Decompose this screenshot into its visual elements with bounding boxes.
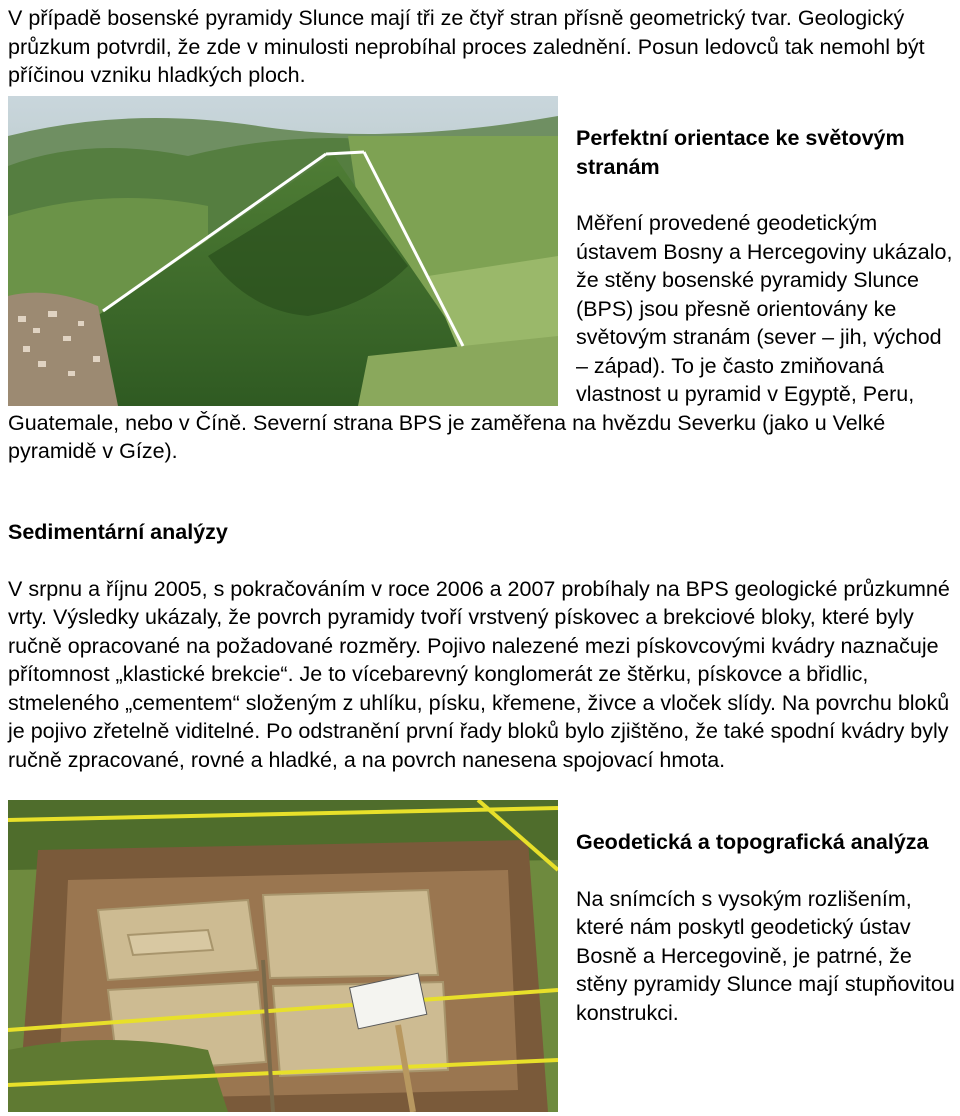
orientation-paragraph: Měření provedené geodetickým ústavem Bosny a Hercegoviny ukázalo, že stěny bosenské pyramidy Slunce (BPS) jsou přesně orientovány ke světovým stranám (sever – jih, východ – západ). To je často zmiňovaná vlastnost u pyramid v Egyptě, Peru, Guatemale, nebo v Číně. Severní strana BPS je zaměřena na hvězdu Severku (jako u Velké pyramidě v Gíze).: [8, 211, 953, 463]
geodetic-heading: Geodetická a topografická analýza: [576, 830, 929, 854]
orientation-section: [8, 96, 956, 466]
geodetic-section: [8, 800, 956, 1112]
document-page: [8, 0, 956, 1116]
orientation-heading: Perfektní orientace ke světovým stranám: [576, 126, 905, 179]
geodetic-paragraph: Na snímcích s vysokým rozlišením, které nám poskytl geodetický ústav Bosně a Hercegovině, je patrné, že stěny pyramidy Slunce mají stupňovitou konstrukci.: [576, 886, 955, 1025]
pyramid-landscape-image: [8, 96, 558, 406]
sediment-section: [8, 518, 956, 774]
sediment-heading: Sedimentární analýzy: [8, 520, 228, 544]
excavation-photo: [8, 800, 558, 1112]
intro-paragraph: V případě bosenské pyramidy Slunce mají tři ze čtyř stran přísně geometrický tvar. Geologický průzkum potvrdil, že zde v minulosti neprobíhal proces zalednění. Posun ledovců tak nemohl být příčinou vzniku hladkých ploch.: [8, 6, 925, 87]
excavation-site-image: [8, 800, 558, 1112]
sediment-paragraph: V srpnu a říjnu 2005, s pokračováním v roce 2006 a 2007 probíhaly na BPS geologické průzkumné vrty. Výsledky ukázaly, že povrch pyramidy tvoří vrstvený pískovec a brekciové bloky, které byly ručně opracované na požadované rozměry. Pojivo nalezené mezi pískovcovými kvádry naznačuje přítomnost „klastické brekcie“. Je to vícebarevný konglomerát ze štěrku, pískovce a břidlic, stmeleného „cementem“ složeným z uhlíku, písku, křemene, živce a vloček slídy. Na povrchu bloků je pojivo zřetelně viditelné. Po odstranění první řady bloků bylo zjištěno, že také spodní kvádry byly ručně zpracované, rovné a hladké, a na povrch nanesena spojovací hmota.: [8, 576, 950, 772]
pyramid-photo: [8, 96, 558, 406]
